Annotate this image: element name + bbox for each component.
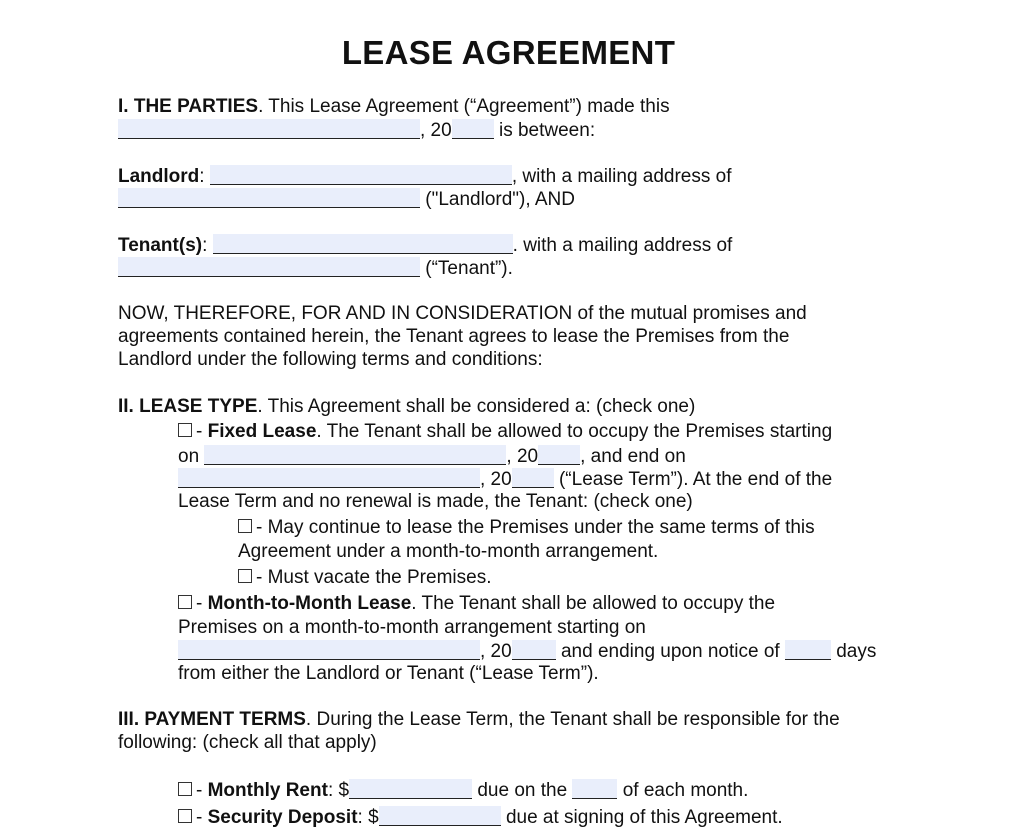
dash: - bbox=[196, 780, 208, 801]
mtm-start-date-field[interactable] bbox=[178, 640, 480, 660]
option-vacate-line bbox=[238, 567, 491, 589]
fixed-end-date-field[interactable] bbox=[178, 468, 480, 488]
parties-heading: I. THE PARTIES bbox=[118, 96, 259, 117]
mtm-line-2: Premises on a month-to-month arrangement starting on bbox=[178, 617, 646, 638]
lease-type-intro: . This Agreement shall be considered a: (check one) bbox=[257, 396, 696, 417]
mtm-lease-label: Month-to-Month Lease bbox=[207, 593, 412, 614]
landlord-line-1 bbox=[118, 165, 732, 188]
parties-line-2 bbox=[118, 119, 595, 142]
mtm-start-line bbox=[178, 640, 876, 663]
colon: : bbox=[199, 166, 205, 187]
tenant-line-1 bbox=[118, 234, 732, 257]
dash: - bbox=[196, 807, 208, 828]
monthly-rent-checkbox[interactable] bbox=[178, 782, 192, 796]
option-continue-line-2: Agreement under a month-to-month arrangement. bbox=[238, 541, 659, 562]
tenant-end: (“Tenant”). bbox=[420, 258, 513, 279]
year-prefix: , 20 bbox=[480, 641, 512, 662]
colon: : bbox=[202, 235, 208, 256]
fixed-end-year-field[interactable] bbox=[512, 468, 554, 488]
fixed-start-year-field[interactable] bbox=[538, 445, 580, 465]
year-prefix: , 20 bbox=[480, 469, 512, 490]
fixed-lease-label: Fixed Lease bbox=[207, 421, 317, 442]
continue-checkbox[interactable] bbox=[238, 519, 252, 533]
year-prefix: , 20 bbox=[506, 446, 539, 467]
tenant-label: Tenant(s) bbox=[118, 235, 203, 256]
fixed-start-line bbox=[178, 445, 686, 468]
consideration-line: Landlord under the following terms and conditions: bbox=[118, 349, 543, 370]
fixed-lease-line bbox=[178, 421, 832, 443]
landlord-label: Landlord bbox=[118, 166, 200, 187]
mtm-lease-text: . The Tenant shall be allowed to occupy the bbox=[411, 593, 776, 614]
tenant-name-field[interactable] bbox=[213, 234, 513, 254]
dollar-text: : $ bbox=[357, 807, 379, 828]
document-title: LEASE AGREEMENT bbox=[341, 34, 676, 71]
fixed-start-date-field[interactable] bbox=[204, 445, 506, 465]
no-renewal-text: Lease Term and no renewal is made, the Tenant: (check one) bbox=[178, 491, 693, 512]
landlord-address-field[interactable] bbox=[118, 188, 420, 208]
dash: - bbox=[256, 567, 268, 588]
lease-type-heading: II. LEASE TYPE bbox=[118, 396, 258, 417]
rent-due-day-field[interactable] bbox=[572, 779, 617, 799]
payment-heading: III. PAYMENT TERMS bbox=[118, 709, 306, 730]
dash: - bbox=[196, 593, 208, 614]
option-continue-line bbox=[238, 517, 815, 539]
landlord-line-2 bbox=[118, 188, 575, 211]
landlord-end: ("Landlord"), AND bbox=[420, 189, 575, 210]
option-continue-text: May continue to lease the Premises under the same terms of this bbox=[267, 517, 815, 538]
each-month-text: of each month. bbox=[617, 780, 749, 801]
consideration-line: NOW, THEREFORE, FOR AND IN CONSIDERATION of the mutual promises and bbox=[118, 303, 807, 324]
security-deposit-line bbox=[178, 806, 783, 829]
payment-intro: . During the Lease Term, the Tenant shall be responsible for the bbox=[305, 709, 840, 730]
between-text: is between: bbox=[493, 120, 596, 141]
notice-text: and ending upon notice of bbox=[555, 641, 785, 662]
mtm-start-year-field[interactable] bbox=[512, 640, 556, 660]
monthly-rent-amount-field[interactable] bbox=[349, 779, 472, 799]
tenant-address-field[interactable] bbox=[118, 257, 420, 277]
agreement-date-field[interactable] bbox=[118, 119, 420, 139]
notice-days-field[interactable] bbox=[785, 640, 831, 660]
fixed-lease-text: . The Tenant shall be allowed to occupy the Premises starting bbox=[316, 421, 833, 442]
days-text: days bbox=[830, 641, 877, 662]
consideration-line: agreements contained herein, the Tenant agrees to lease the Premises from the bbox=[118, 326, 790, 347]
dash: - bbox=[196, 421, 208, 442]
on-text: on bbox=[178, 446, 205, 467]
year-prefix: , 20 bbox=[420, 120, 452, 141]
vacate-checkbox[interactable] bbox=[238, 569, 252, 583]
parties-intro: . This Lease Agreement (“Agreement”) made this bbox=[258, 96, 670, 117]
payment-line-1 bbox=[118, 709, 840, 731]
fixed-lease-checkbox[interactable] bbox=[178, 423, 192, 437]
mtm-lease-checkbox[interactable] bbox=[178, 595, 192, 609]
landlord-name-field[interactable] bbox=[210, 165, 512, 185]
due-on-text: due on the bbox=[472, 780, 573, 801]
payment-line-2: following: (check all that apply) bbox=[118, 732, 377, 753]
due-signing-text: due at signing of this Agreement. bbox=[500, 807, 783, 828]
lease-term-text: (“Lease Term”). At the end of the bbox=[553, 469, 833, 490]
mtm-line-4: from either the Landlord or Tenant (“Lease Term”). bbox=[178, 663, 599, 684]
fixed-end-line bbox=[178, 468, 832, 491]
dash: - bbox=[256, 517, 268, 538]
lease-type-line bbox=[118, 396, 695, 418]
monthly-rent-line bbox=[178, 779, 748, 802]
agreement-year-field[interactable] bbox=[452, 119, 494, 139]
security-deposit-checkbox[interactable] bbox=[178, 809, 192, 823]
security-deposit-amount-field[interactable] bbox=[379, 806, 501, 826]
option-vacate-text: Must vacate the Premises. bbox=[267, 567, 492, 588]
mtm-lease-line bbox=[178, 593, 775, 615]
landlord-suffix: , with a mailing address of bbox=[511, 166, 732, 187]
dollar-text: : $ bbox=[327, 780, 350, 801]
tenant-line-2 bbox=[118, 257, 513, 280]
tenant-suffix: . with a mailing address of bbox=[512, 235, 733, 256]
monthly-rent-label: Monthly Rent bbox=[207, 780, 328, 801]
security-deposit-label: Security Deposit bbox=[207, 807, 358, 828]
parties-line-1 bbox=[118, 96, 670, 118]
and-end-on-text: , and end on bbox=[580, 446, 686, 467]
